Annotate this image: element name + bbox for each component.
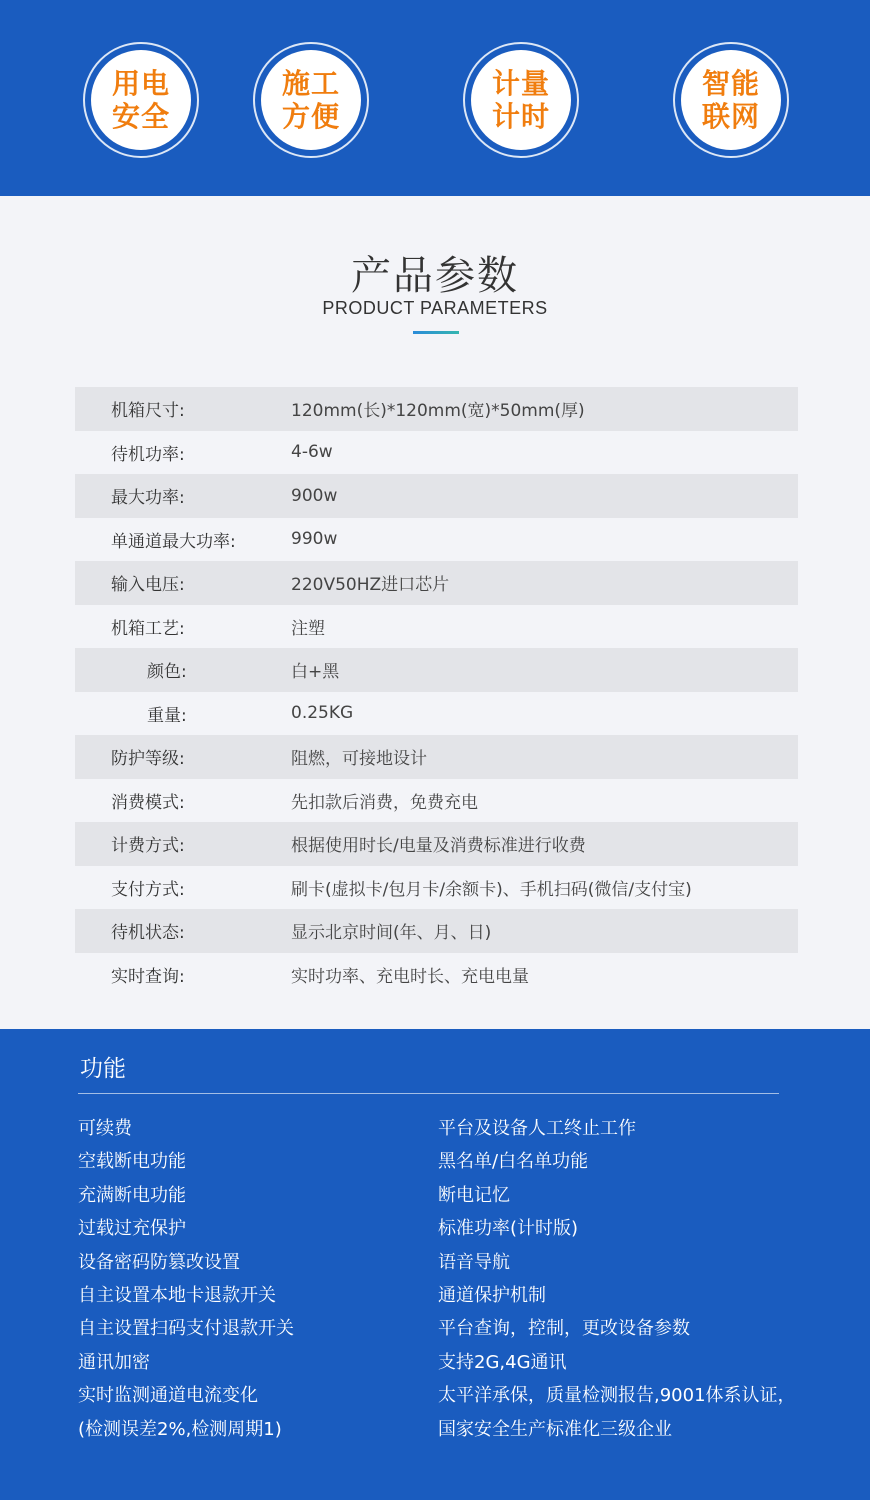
- badge-text-line2: 方便: [281, 100, 340, 133]
- badge-text-line2: 安全: [111, 100, 170, 133]
- param-value: 4-6w: [291, 442, 333, 463]
- badge-face: [261, 50, 361, 150]
- table-row: [75, 822, 798, 866]
- param-label: 输入电压:: [111, 575, 185, 596]
- params-table: [75, 387, 798, 996]
- table-row: [75, 518, 798, 562]
- table-row: [75, 866, 798, 910]
- list-item: 实时监测通道电流变化: [78, 1385, 258, 1407]
- table-row: [75, 431, 798, 475]
- param-value: 显示北京时间(年、月、日): [291, 923, 492, 944]
- list-item: 自主设置本地卡退款开关: [78, 1284, 276, 1306]
- param-label: 实时查询:: [111, 966, 185, 987]
- badge-text-line2: 计时: [491, 100, 550, 133]
- table-row: [75, 779, 798, 823]
- param-label: 机箱工艺:: [111, 618, 185, 639]
- param-value: 白+黑: [291, 662, 340, 683]
- param-value: 900w: [291, 485, 338, 506]
- list-item: 平台查询，控制，更改设备参数: [438, 1318, 690, 1340]
- list-item: 太平洋承保，质量检测报告,9001体系认证，: [438, 1385, 796, 1407]
- table-row: [75, 909, 798, 953]
- list-item: 平台及设备人工终止工作: [438, 1118, 636, 1139]
- badge-text-line1: 智能: [701, 67, 760, 100]
- param-label: 支付方式:: [111, 879, 185, 900]
- list-item: 自主设置扫码支付退款开关: [78, 1318, 294, 1340]
- param-label: 待机状态:: [111, 923, 185, 944]
- table-row: [75, 953, 798, 997]
- param-value: 120mm(长)*120mm(宽)*50mm(厚): [291, 401, 585, 422]
- list-item: 设备密码防篡改设置: [78, 1251, 240, 1273]
- feature-banner: [0, 0, 870, 196]
- param-value: 注塑: [291, 618, 325, 639]
- functions-list-left: [78, 1112, 294, 1446]
- param-label: 机箱尺寸:: [111, 401, 185, 422]
- badge-text-line1: 计量: [491, 67, 550, 100]
- param-value: 220V50HZ进口芯片: [291, 575, 450, 596]
- table-row: [75, 387, 798, 431]
- param-value: 刷卡(虚拟卡/包月卡/余额卡)、手机扫码(微信/支付宝): [291, 879, 692, 900]
- param-value: 阻燃，可接地设计: [291, 749, 427, 770]
- list-item: 黑名单/白名单功能: [438, 1151, 589, 1173]
- param-value: 990w: [291, 529, 338, 550]
- param-value: 根据使用时长/电量及消费标准进行收费: [291, 836, 586, 857]
- badge-face: [91, 50, 191, 150]
- table-row: [75, 692, 798, 736]
- badge-text-line1: 施工: [281, 67, 340, 100]
- list-item: 可续费: [78, 1118, 132, 1139]
- badge-smart-network: [673, 42, 789, 158]
- list-item: 充满断电功能: [78, 1184, 186, 1206]
- list-item: 通讯加密: [78, 1351, 150, 1373]
- param-label: 计费方式:: [111, 836, 185, 857]
- table-row: [75, 561, 798, 605]
- badge-text-line2: 联网: [701, 100, 760, 133]
- param-label: 单通道最大功率:: [111, 531, 236, 552]
- params-title: 产品参数: [351, 253, 519, 299]
- functions-divider: [78, 1093, 779, 1094]
- list-item: (检测误差2%,检测周期1): [78, 1418, 282, 1440]
- param-label: 防护等级:: [111, 749, 185, 770]
- list-item: 标准功率(计时版): [438, 1218, 579, 1240]
- badge-face: [471, 50, 571, 150]
- list-item: 空载断电功能: [78, 1151, 186, 1173]
- param-label: 颜色:: [147, 662, 187, 683]
- badge-text-line1: 用电: [111, 67, 170, 100]
- badge-face: [681, 50, 781, 150]
- param-label: 重量:: [147, 705, 187, 726]
- param-label: 消费模式:: [111, 792, 185, 813]
- badge-electric-safety: [83, 42, 199, 158]
- list-item: 通道保护机制: [438, 1284, 546, 1306]
- functions-list-right: [438, 1112, 796, 1446]
- param-label: 待机功率:: [111, 444, 185, 465]
- params-subtitle: PRODUCT PARAMETERS: [322, 298, 548, 318]
- table-row: [75, 605, 798, 649]
- table-row: [75, 735, 798, 779]
- badge-metering-timing: [463, 42, 579, 158]
- list-item: 断电记忆: [438, 1184, 510, 1206]
- table-row: [75, 474, 798, 518]
- param-label: 最大功率:: [111, 488, 185, 509]
- title-underline: [413, 331, 459, 334]
- param-value: 0.25KG: [291, 703, 354, 724]
- functions-title: 功能: [80, 1056, 126, 1082]
- list-item: 语音导航: [438, 1251, 510, 1273]
- badge-easy-install: [253, 42, 369, 158]
- param-value: 先扣款后消费，免费充电: [291, 792, 478, 813]
- list-item: 国家安全生产标准化三级企业: [438, 1418, 672, 1440]
- table-row: [75, 648, 798, 692]
- list-item: 支持2G,4G通讯: [438, 1351, 567, 1373]
- list-item: 过载过充保护: [78, 1218, 186, 1240]
- param-value: 实时功率、充电时长、充电电量: [291, 966, 529, 987]
